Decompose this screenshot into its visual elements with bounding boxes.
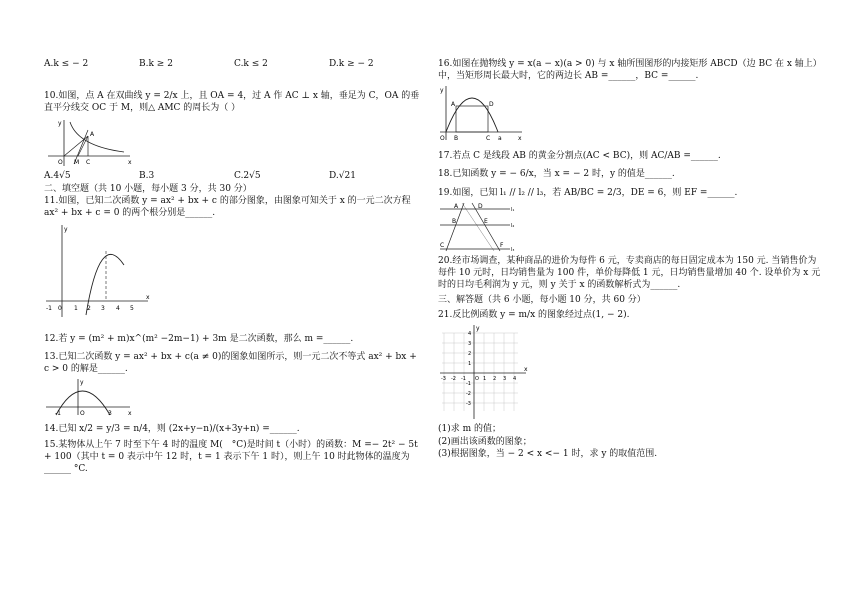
q21-grid-xtick: 4 xyxy=(513,376,517,383)
q21-grid-ytick: -3 xyxy=(466,401,471,408)
q11-fig-tick-3: 3 xyxy=(101,304,105,312)
q10-options xyxy=(44,170,424,182)
q9-option-b[interactable]: B.k ≥ 2 xyxy=(139,59,173,69)
q19-fig-label-d: D xyxy=(478,202,483,210)
q11-fig-tick-neg1: -1 xyxy=(46,304,52,312)
q16-fig-label-d: D xyxy=(489,101,494,109)
q19-fig-label-b: B xyxy=(452,217,457,225)
q21-grid-ytick: 3 xyxy=(468,341,472,348)
q9-option-d[interactable]: D.k ≥ − 2 xyxy=(329,59,374,69)
q14-text: 14.已知 x/2 = y/3 = n/4，则 (2x+y−n)/(x+3y+n) =______. xyxy=(44,424,300,435)
q11-fig-label-y: y xyxy=(64,225,68,233)
q19-fig-label-a: A xyxy=(454,202,459,210)
q16-fig-label-c: C xyxy=(486,135,491,143)
q10-option-c[interactable]: C.2√5 xyxy=(234,171,261,182)
q13-text: 13.已知二次函数 y = ax² + bx + c(a ≠ 0)的图象如图所示，则一元二次不等式 ax² + bx + c > 0 的解是______. xyxy=(44,352,417,375)
q19-figure xyxy=(438,201,518,253)
q21-part-3: (3)根据图象，当 − 2 < x <− 1 时，求 y 的取值范围. xyxy=(438,448,658,459)
section-3-heading: 三、解答题（共 6 小题，每小题 10 分，共 60 分） xyxy=(438,295,646,306)
q21-grid-xtick: 3 xyxy=(503,376,507,383)
q16-fig-label-y: y xyxy=(440,87,444,95)
q16-fig-label-o: O xyxy=(440,135,445,143)
q21-part-1: (1)求 m 的值； xyxy=(438,424,502,435)
q20-text: 20.经市场调查，某种商品的进价为每件 6 元，专卖商店的每日固定成本为 150 元. 当销售价为每件 10 元时，日均销售量为 100 件，单价每降低 1 元，日均销售量增加 40 个. 设单价为 x 元时的日均毛利润为 y 元，则 y 关于 x 的函数解析式为______. xyxy=(438,255,821,290)
q9-option-a[interactable]: A.k ≤ − 2 xyxy=(44,59,89,69)
q13-fig-origin: O xyxy=(80,410,85,418)
q21-grid-xtick: -1 xyxy=(461,376,466,383)
q9-option-c[interactable]: C.k ≤ 2 xyxy=(234,59,268,69)
q11-fig-tick-4: 4 xyxy=(116,304,120,312)
q11-figure xyxy=(44,221,154,321)
q19-fig-label-f: F xyxy=(500,241,504,249)
q17-text: 17.若点 C 是线段 AB 的黄金分割点(AC < BC)，则 AC/AB =______. xyxy=(438,151,721,162)
q21-text: 21.反比例函数 y = m/x 的图象经过点(1, − 2). xyxy=(438,310,630,321)
q13-figure xyxy=(44,377,134,417)
q11-fig-label-x: x xyxy=(146,293,150,301)
q13-fig-tick-3: 3 xyxy=(108,410,112,418)
left-column xyxy=(44,58,424,475)
q16-text: 16.如图在抛物线 y = x(a − x)(a > 0) 与 x 轴所围图形的内接矩形 ABCD（边 BC 在 x 轴上）中，当矩形周长最大时，它的两边长 AB =______，BC =______. xyxy=(438,59,822,82)
q10-fig-label-a: A xyxy=(90,131,95,139)
q10-fig-label-y: y xyxy=(58,120,62,128)
q10-text: 10.如图，点 A 在双曲线 y = 2/x 上，且 OA = 4，过 A 作 AC ⊥ x 轴，垂足为 C，OA 的垂直平分线交 OC 于 M，则△ AMC 的周长为（ ） xyxy=(44,91,420,114)
q21-grid-ytick: -2 xyxy=(466,391,471,398)
q15-text: 15.某物体从上午 7 时至下午 4 时的温度 M( °C)是时间 t（小时）的函数：M =− 2t² − 5t + 100（其中 t = 0 表示中午 12 时，t = 1 表示下午 1 时），则上午 10 时此物体的温度为______ °C. xyxy=(44,439,418,474)
q9-options xyxy=(44,58,424,70)
right-column xyxy=(438,58,822,460)
q10-option-b[interactable]: B.3 xyxy=(139,171,155,182)
q19-fig-label-l1: l₁ xyxy=(511,206,515,213)
q19-text: 19.如图，已知 l₁ // l₂ // l₃，若 AB/BC = 2/3，DE = 6，则 EF =______. xyxy=(438,187,738,198)
q10-option-a[interactable]: A.4√5 xyxy=(44,171,71,182)
q21-grid-label-y: y xyxy=(476,325,480,333)
q21-part-2: (2)画出该函数的图象； xyxy=(438,436,532,447)
q13-fig-tick-neg1: -1 xyxy=(55,410,61,418)
q21-grid-origin: O xyxy=(475,376,479,383)
q21-grid-xtick: 1 xyxy=(483,376,487,383)
q11-text: 11.如图，已知二次函数 y = ax² + bx + c 的部分图象，由图象可知关于 x 的一元二次方程 ax² + bx + c = 0 的两个根分别是______. xyxy=(44,195,411,218)
q19-fig-label-c: C xyxy=(440,241,445,249)
q21-grid-ytick: 2 xyxy=(468,351,472,358)
q21-grid-ytick: 4 xyxy=(468,331,472,338)
q11-fig-tick-5: 5 xyxy=(130,304,134,312)
q13-fig-label-x: x xyxy=(128,410,132,418)
section-2-heading: 二、填空题（共 10 小题，每小题 3 分，共 30 分） xyxy=(44,183,252,194)
q16-figure xyxy=(438,84,528,144)
q11-fig-tick-1: 1 xyxy=(74,304,78,312)
q13-fig-label-y: y xyxy=(80,379,84,387)
q11-fig-tick-2: 2 xyxy=(87,304,91,312)
q18-text: 18.已知函数 y = − 6/x，当 x = − 2 时，y 的值是______. xyxy=(438,169,675,180)
q10-fig-label-x: x xyxy=(128,159,132,167)
q10-option-d[interactable]: D.√21 xyxy=(329,171,356,182)
q21-coordinate-grid xyxy=(438,323,538,421)
q19-fig-label-e: E xyxy=(484,217,488,225)
q12-text: 12.若 y = (m² + m)x^(m² −2m−1) + 3m 是二次函数，那么 m =______. xyxy=(44,333,354,344)
q16-fig-label-b: B xyxy=(454,135,459,143)
q21-grid-ytick: 1 xyxy=(468,361,472,368)
q16-fig-label-x: x xyxy=(518,135,522,143)
q10-fig-label-c: C xyxy=(86,159,91,167)
q10-fig-label-m: M xyxy=(74,159,80,167)
q21-grid-label-x: x xyxy=(524,366,528,374)
q11-fig-tick-0: 0 xyxy=(58,304,62,312)
q10-fig-label-o: O xyxy=(58,159,63,167)
q21-grid-xtick: 2 xyxy=(493,376,497,383)
q16-fig-label-a-root: a xyxy=(498,135,502,143)
q16-fig-label-a: A xyxy=(451,101,456,109)
q19-fig-label-l3: l₃ xyxy=(511,246,515,253)
q21-grid-xtick: -3 xyxy=(441,376,446,383)
q21-grid-ytick: -1 xyxy=(466,381,471,388)
q10-figure xyxy=(44,116,134,168)
q19-fig-label-l2: l₂ xyxy=(511,222,515,229)
q21-grid-xtick: -2 xyxy=(451,376,456,383)
